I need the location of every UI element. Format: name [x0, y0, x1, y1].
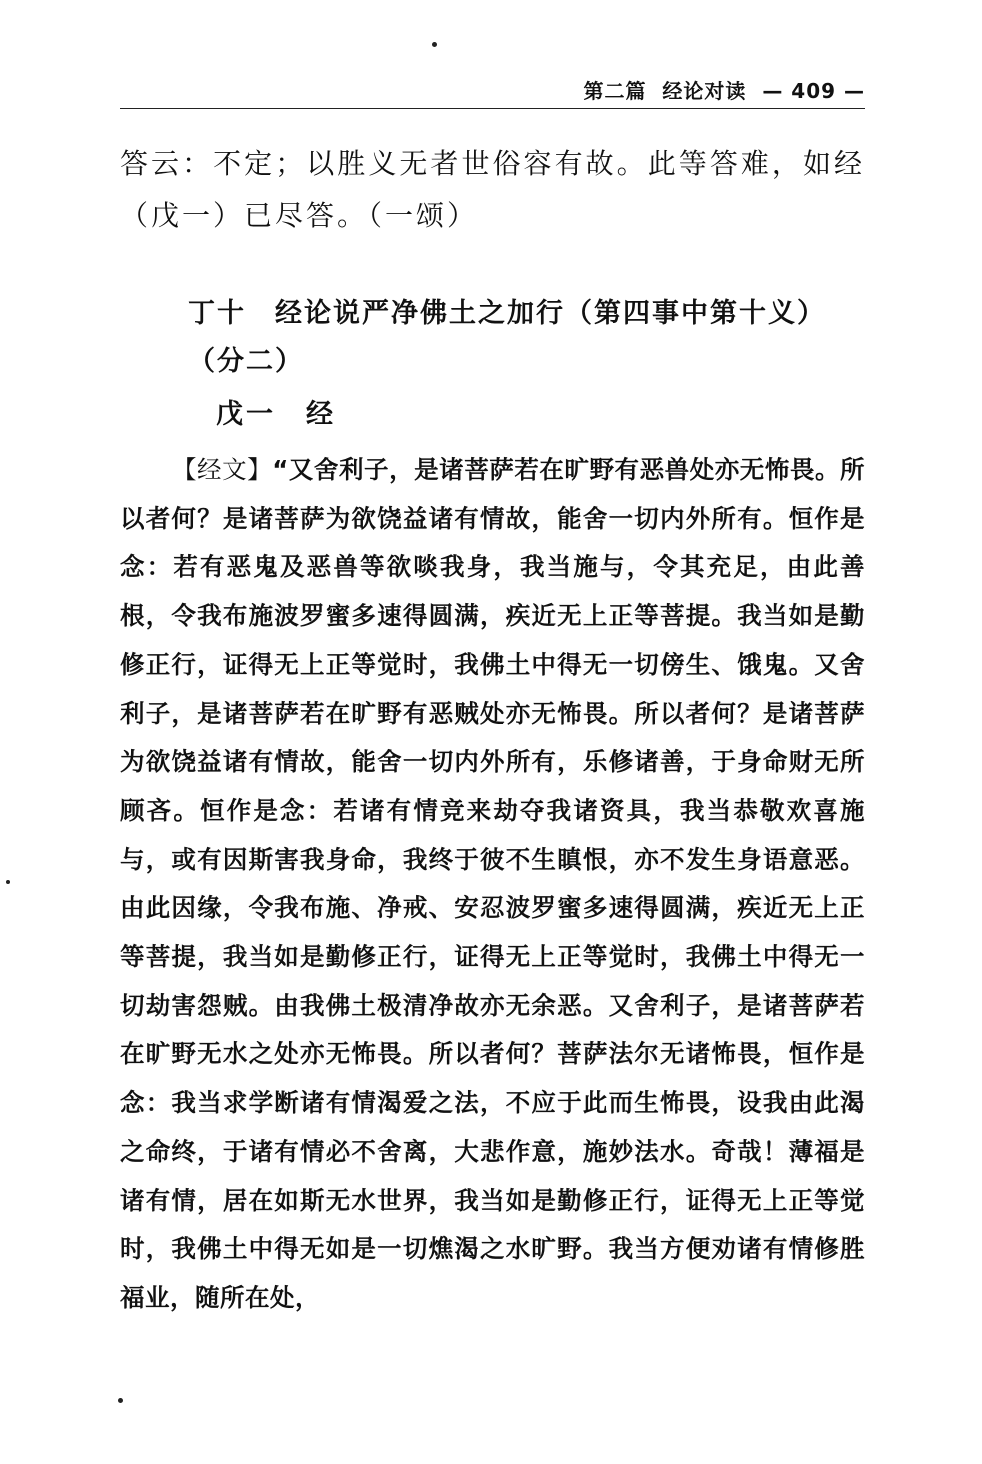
intro-paragraph: [120, 138, 865, 242]
scan-speck-top: [432, 42, 437, 47]
running-header: [120, 78, 865, 109]
intro-text: 答云：不定；以胜义无者世俗容有故。此等答难，如经（戊一）已尽答。（一颂）: [120, 147, 865, 232]
scan-speck-bottom: [118, 1398, 123, 1403]
section-heading: [120, 290, 865, 386]
subsection-heading: [216, 392, 336, 438]
sutra-label: 【经文】: [172, 455, 273, 484]
sutra-text: “又舍利子，是诸菩萨若在旷野有恶兽处亦无怖畏。所以者何？是诸菩萨为欲饶益诸有情故，能舍一切内外所有。恒作是念：若有恶鬼及恶兽等欲啖我身，我当施与，令其充足，由此善根，令我布施波罗蜜多速得圆满，疾近无上正等菩提。我当如是勤修正行，证得无上正等觉时，我佛土中得无一切傍生、饿鬼。又舍利子，是诸菩萨若在旷野有恶贼处亦无怖畏。所以者何？是诸菩萨为欲饶益诸有情故，能舍一切内外所有，乐修诸善，于身命财无所顾吝。恒作是念：若诸有情竞来劫夺我诸资具，我当恭敬欢喜施与，或有因斯害我身命，我终于彼不生瞋恨，亦不发生身语意恶。由此因缘，令我布施、净戒、安忍波罗蜜多速得圆满，疾近无上正等菩提，我当如是勤修正行，证得无上正等觉时，我佛土中得无一切劫害怨贼。由我佛土极清净故亦无余恶。又舍利子，是诸菩萨若在旷野无水之处亦无怖畏。所以者何？菩萨法尔无诸怖畏，恒作是念：我当求学断诸有情渴爱之法，不应于此而生怖畏，设我由此渴之命终，于诸有情必不舍离，大悲作意，施妙法水。奇哉！薄福是诸有情，居在如斯无水世界，我当如是勤修正行，证得无上正等觉时，我佛土中得无如是一切燋渴之水旷野。我当方便劝诸有情修胜福业，随所在处，: [120, 455, 866, 1312]
sutra-paragraph: [120, 446, 865, 1323]
subsection-heading-text: 戊一 经: [216, 399, 336, 430]
section-heading-text: 丁十 经论说严净佛土之加行（第四事中第十义）（分二）: [188, 298, 826, 377]
scan-speck-left: [6, 880, 10, 884]
header-text: 第二篇 经论对读 — 409 —: [583, 79, 865, 103]
